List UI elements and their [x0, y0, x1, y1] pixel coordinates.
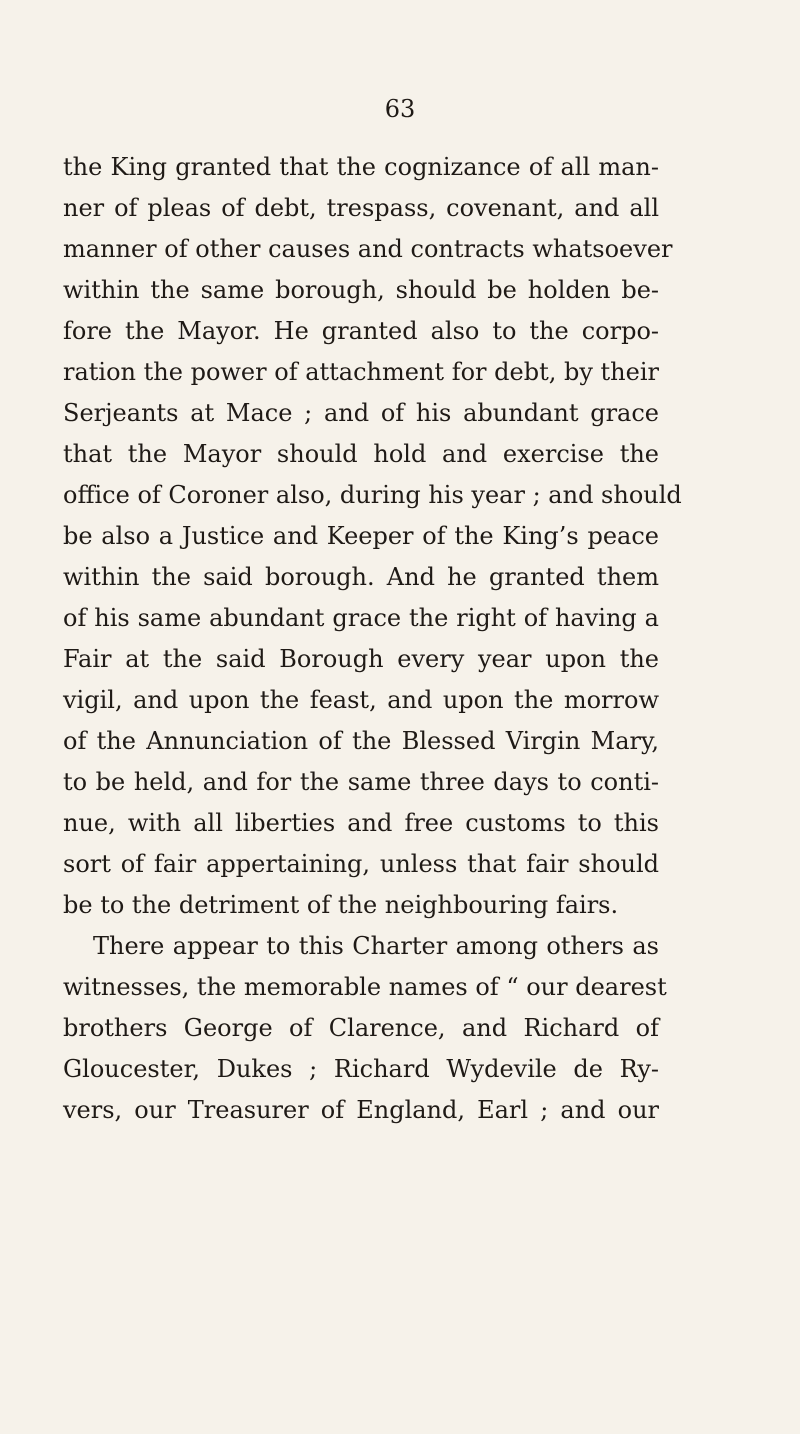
text-line: office of Coroner also, during his year ; and should [63, 481, 682, 509]
text-line: brothers George of Clarence, and Richard of [63, 1014, 659, 1042]
text-line: vigil, and upon the feast, and upon the morrow [63, 686, 659, 714]
text-line: be also a Justice and Keeper of the King’s peace [63, 522, 659, 550]
text-line: manner of other causes and contracts whatsoever [63, 235, 673, 263]
text-line: ner of pleas of debt, trespass, covenant, and all [63, 194, 659, 222]
text-line: Fair at the said Borough every year upon the [63, 645, 659, 673]
text-line: be to the detriment of the neighbouring fairs. [63, 891, 619, 919]
text-line: witnesses, the memorable names of “ our dearest [63, 973, 667, 1001]
text-line: fore the Mayor. He granted also to the corpo- [63, 317, 659, 345]
body-text [63, 147, 682, 1131]
text-line: sort of fair appertaining, unless that fair should [63, 850, 659, 878]
text-line: of the Annunciation of the Blessed Virgin Mary, [63, 727, 659, 755]
text-line: nue, with all liberties and free customs to this [63, 809, 659, 837]
text-line: Gloucester, Dukes ; Richard Wydevile de Ry- [63, 1055, 659, 1083]
page-number: 63 [384, 95, 416, 123]
text-line: within the said borough. And he granted them [63, 563, 659, 591]
text-line: within the same borough, should be holden be- [63, 276, 659, 304]
text-line: to be held, and for the same three days to conti- [63, 768, 659, 796]
text-line: vers, our Treasurer of England, Earl ; and our [63, 1096, 659, 1124]
text-line: the King granted that the cognizance of all man- [63, 153, 659, 181]
text-line: ration the power of attachment for debt, by their [63, 358, 659, 386]
text-line: Serjeants at Mace ; and of his abundant grace [63, 399, 659, 427]
text-line: of his same abundant grace the right of having a [63, 604, 659, 632]
text-line: There appear to this Charter among others as [93, 932, 659, 960]
text-line: that the Mayor should hold and exercise the [63, 440, 659, 468]
